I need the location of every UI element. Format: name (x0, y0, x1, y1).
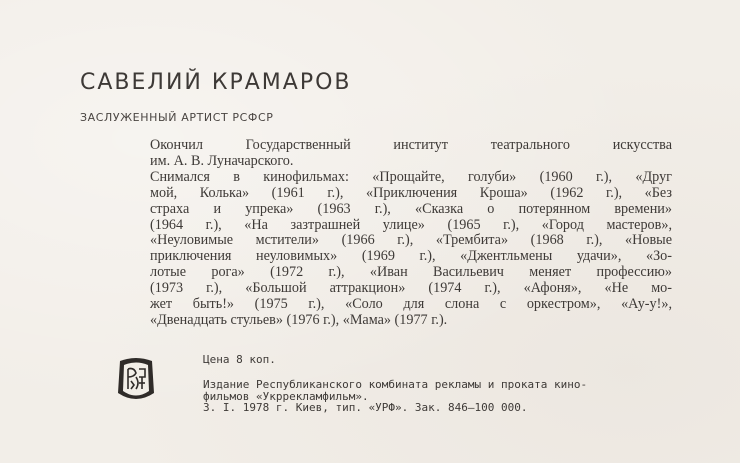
bio-line: жет быть!» (1975 г.), «Соло для слона с оркестром», «Ау-у!», (150, 296, 672, 313)
publisher-info (203, 379, 587, 414)
bio-line: Окончил Государственный институт театрального искусства (150, 137, 672, 153)
bio-line: страха и упрека» (1963 г.), «Сказка о потерянном времени» (150, 200, 672, 217)
actor-title: ЗАСЛУЖЕННЫЙ АРТИСТ РСФСР (80, 111, 274, 124)
publisher-line: Издание Республиканского комбината рекламы и проката кино- (203, 378, 588, 391)
actor-name: САВЕЛИЙ КРАМАРОВ (80, 70, 352, 95)
bio-line: Снимался в кинофильмах: «Прощайте, голуби» (1960 г.), «Друг (150, 168, 672, 185)
bio-line: лотые рога» (1972 г.), «Иван Васильевич меняет профессию» (150, 264, 672, 281)
bio-line: им. А. В. Луначарского. (150, 152, 294, 169)
bio-line: (1973 г.), «Большой аттракцион» (1974 г.), «Афоня», «Не мо- (150, 280, 672, 297)
bio-line: «Двенадцать стульев» (1976 г.), «Мама» (1977 г.). (150, 311, 448, 328)
biography-text (150, 138, 672, 329)
bio-line: приключения неуловимых» (1969 г.), «Джентльмены удачи», «Зо- (150, 248, 672, 265)
print-footer (203, 353, 587, 414)
publisher-emblem-icon (114, 355, 158, 405)
bio-line: мой, Колька» (1961 г.), «Приключения Кроша» (1962 г.), «Без (150, 184, 672, 201)
price-label: Цена 8 коп. (203, 353, 276, 366)
publisher-line: 3. I. 1978 г. Киев, тип. «УРФ». Зак. 846—100 000. (203, 401, 528, 414)
bio-line: «Неуловимые мстители» (1966 г.), «Трембита» (1968 г.), «Новые (150, 232, 672, 249)
bio-line: (1964 г.), «На зазтрашней улице» (1965 г.), «Город мастеров», (150, 216, 672, 233)
publisher-line: фильмов «Укррекламфильм». (203, 389, 369, 403)
